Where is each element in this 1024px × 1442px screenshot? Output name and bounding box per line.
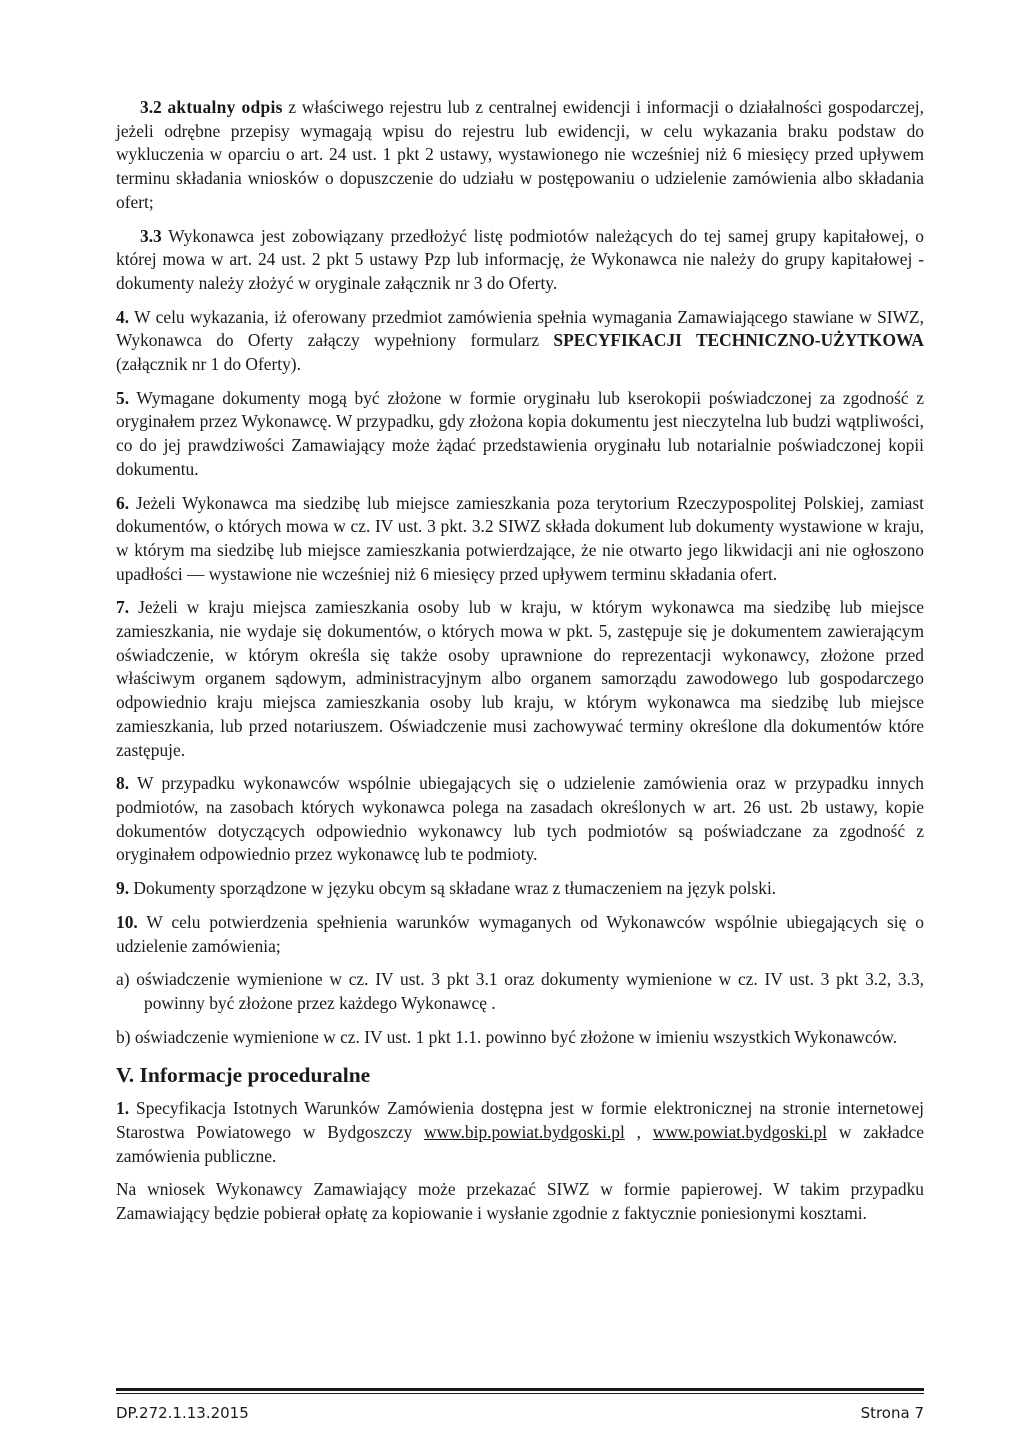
bold-lead: aktualny odpis <box>167 97 283 117</box>
footer-divider-thin <box>116 1393 924 1394</box>
paragraph-number: 8. <box>116 773 130 794</box>
paragraph-number: 3.2 <box>140 97 162 117</box>
paragraph-number: 6. <box>116 492 130 513</box>
page-footer <box>116 1404 924 1422</box>
paragraph-number: 3.3 <box>140 225 162 246</box>
document-reference: DP.272.1.13.2015 <box>116 1404 249 1422</box>
paragraph-text: Wymagane dokumenty mogą być złożone w formie oryginału lub kserokopii poświadczonej za zgodność z oryginałem przez Wykonawcę. W przypadku, gdy złożona kopia dokumentu jest nieczytelna lub budzi wątpliwości, co do jej prawdziwości Zamawiający może żądać przedstawienia oryginału lub notarialnie poświadczonej kopii dokumentu. <box>116 387 924 479</box>
section-v-paragraph-2: Na wniosek Wykonawcy Zamawiający może przekazać SIWZ w formie papierowej. W takim przypadku Zamawiający będzie pobierał opłatę za kopiowanie i wysłanie zgodnie z faktycznie poniesionymi kosztami. <box>116 1179 924 1224</box>
paragraph-text: Wykonawca jest zobowiązany przedłożyć listę podmiotów należących do tej samej grupy kapitałowej, o której mowa w art. 24 ust. 2 pkt 5 ustawy Pzp lub informację, że Wykonawca nie należy do grupy kapitałowej - dokumenty należy złożyć w oryginale załącznik nr 3 do Oferty. <box>116 225 924 293</box>
paragraph-3-3 <box>116 225 924 296</box>
paragraph-8 <box>116 772 924 867</box>
paragraph-text-after: (załącznik nr 1 do Oferty). <box>116 354 301 375</box>
document-body <box>116 96 924 1236</box>
page-number: Strona 7 <box>860 1404 924 1422</box>
paragraph-text: Dokumenty sporządzone w języku obcym są składane wraz z tłumaczeniem na język polski. <box>129 878 777 899</box>
paragraph-number: 1. <box>116 1098 130 1119</box>
paragraph-9 <box>116 877 924 901</box>
powiat-link[interactable]: www.powiat.bydgoski.pl <box>652 1122 828 1143</box>
paragraph-text: Specyfikacja Istotnych Warunków Zamówienia dostępna jest w formie elektronicznej na stronie internetowej Starostwa Powiatowego w Bydgoszczy <box>116 1098 924 1143</box>
paragraph-6 <box>116 492 924 587</box>
paragraph-text: W przypadku wykonawców wspólnie ubiegających się o udzielenie zamówienia oraz w przypadku innych podmiotów, na zasobach których wykonawca polega na zasadach określonych w art. 26 ust. 2b ustawy, kopie dokumentów dotyczących odpowiednio wykonawcy lub tych podmiotów są poświadczane za zgodność z oryginałem odpowiednio przez wykonawcę lub te podmioty. <box>116 773 924 865</box>
paragraph-text-after: w zakładce zamówienia publiczne. <box>116 1122 924 1166</box>
paragraph-text: W celu wykazania, iż oferowany przedmiot zamówienia spełnia wymagania Zamawiającego stawiane w SIWZ, Wykonawca do Oferty załączy wypełniony formularz <box>116 306 924 351</box>
paragraph-7 <box>116 596 924 762</box>
sub-item-a: a) oświadczenie wymienione w cz. IV ust. 3 pkt 3.1 oraz dokumenty wymienione w cz. IV ust. 3 pkt 3.2, 3.3, powinny być złożone przez każdego Wykonawcę . <box>116 969 924 1013</box>
paragraph-text: W celu potwierdzenia spełnienia warunków wymaganych od Wykonawców wspólnie ubiegających się o udzielenie zamówienia; <box>116 911 924 956</box>
footer-divider-thick <box>116 1388 924 1391</box>
paragraph-number: 7. <box>116 597 130 618</box>
paragraph-5 <box>116 387 924 482</box>
paragraph-10 <box>116 911 924 958</box>
sub-item-b: b) oświadczenie wymienione w cz. IV ust. 1 pkt 1.1. powinno być złożone w imieniu wszystkich Wykonawców. <box>116 1026 898 1047</box>
bip-link[interactable]: www.bip.powiat.bydgoski.pl <box>424 1122 625 1143</box>
paragraph-4 <box>116 306 924 377</box>
paragraph-number: 10. <box>116 911 138 932</box>
section-heading: V. Informacje proceduralne <box>116 1063 371 1088</box>
paragraph-number: 4. <box>116 306 130 327</box>
spec-form-name: SPECYFIKACJI TECHNICZNO-UŻYTKOWA <box>553 330 924 351</box>
paragraph-3-2 <box>116 96 924 215</box>
section-v-paragraph-1 <box>116 1097 924 1168</box>
paragraph-number: 9. <box>116 878 130 899</box>
link-separator: , <box>624 1122 653 1143</box>
paragraph-number: 5. <box>116 387 130 408</box>
paragraph-text: z właściwego rejestru lub z centralnej ewidencji i informacji o działalności gospodarczej, jeżeli odrębne przepisy wymagają wpisu do rejestru lub ewidencji, w celu wykazania braku podstaw do wykluczenia w oparciu o art. 24 ust. 1 pkt 2 ustawy, wystawionego nie wcześniej niż 6 miesięcy przed upływem terminu składania wniosków o dopuszczenie do udziału w postępowaniu o udzielenie zamówienia albo składania ofert; <box>116 97 924 212</box>
paragraph-text: Jeżeli w kraju miejsca zamieszkania osoby lub w kraju, w którym wykonawca ma siedzibę lub miejsce zamieszkania, nie wydaje się dokumentów, o których mowa w pkt. 5, zastępuje się je dokumentem zawierającym oświadczenie, w którym określa się także osoby uprawnione do reprezentacji wykonawcy, złożone przed właściwym organem sądowym, administracyjnym albo organem samorządu zawodowego lub gospodarczego odpowiednio kraju miejsca zamieszkania osoby lub kraju, w którym wykonawca ma siedzibę lub miejsce zamieszkania, lub przed notariuszem. Oświadczenie musi zachowywać terminy określone dla dokumentów które zastępuje. <box>116 597 924 760</box>
paragraph-text: Jeżeli Wykonawca ma siedzibę lub miejsce zamieszkania poza terytorium Rzeczypospolitej Polskiej, zamiast dokumentów, o których mowa w cz. IV ust. 3 pkt. 3.2 SIWZ składa dokument lub dokumenty wystawione w kraju, w którym ma siedzibę lub miejsce zamieszkania potwierdzające, że nie otwarto jego likwidacji ani nie ogłoszono upadłości — wystawione nie wcześniej niż 6 miesięcy przed upływem terminu składania ofert. <box>116 492 924 584</box>
